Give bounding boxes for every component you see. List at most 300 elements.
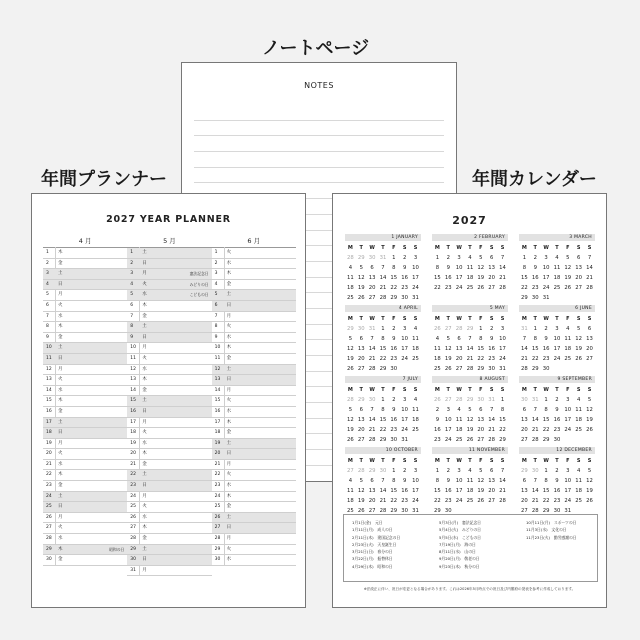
- planner-weekday: 金: [226, 504, 232, 510]
- calendar-day: 15: [379, 417, 387, 423]
- calendar-day: 16: [434, 427, 441, 433]
- calendar-day: 2: [446, 255, 450, 261]
- calendar-day: 20: [575, 275, 583, 281]
- planner-day-row: [43, 502, 127, 513]
- calendar-day: 6: [359, 407, 363, 413]
- planner-weekday: 木: [142, 525, 147, 531]
- planner-day-number: 30: [46, 557, 52, 563]
- planner-weekday: 土: [58, 345, 63, 351]
- planner-weekday: 土: [226, 440, 232, 446]
- calendar-day: 29: [434, 508, 441, 514]
- planner-day-number: 20: [130, 451, 137, 457]
- calendar-day: 8: [533, 336, 537, 342]
- calendar-day: 7: [381, 478, 385, 484]
- planner-day-number: 14: [46, 387, 52, 393]
- planner-weekday: 水: [58, 461, 63, 467]
- calendar-month: [345, 234, 421, 303]
- calendar-weekday-header: W: [543, 245, 549, 251]
- holiday-entry: 10月11日(月) スポーツの日: [526, 520, 577, 525]
- calendar-day: 9: [435, 417, 440, 423]
- planner-weekday: 日: [58, 430, 63, 436]
- calendar-day: 7: [370, 336, 374, 342]
- planner-day-row: [43, 428, 127, 439]
- calendar-day: 16: [488, 346, 496, 352]
- planner-day-number: 28: [130, 536, 137, 542]
- planner-day-number: 24: [46, 493, 52, 499]
- calendar-weekday-header: M: [434, 458, 440, 464]
- planner-weekday: 木: [226, 271, 232, 277]
- planner-weekday: 日: [58, 504, 63, 510]
- planner-day-number: 5: [130, 292, 134, 298]
- calendar-day: 7: [468, 336, 472, 342]
- calendar-day: 30: [379, 468, 387, 474]
- calendar-day: 28: [368, 366, 376, 372]
- calendar-day: 22: [390, 285, 398, 291]
- planner-day-row: [127, 555, 211, 566]
- calendar-day: 1: [392, 468, 396, 474]
- calendar-day: 22: [390, 498, 398, 504]
- calendar-day: 28: [455, 397, 463, 403]
- calendar-day: 28: [455, 326, 463, 332]
- calendar-day: 13: [521, 488, 528, 494]
- planner-weekday: 火: [142, 430, 147, 436]
- calendar-day: 6: [370, 265, 374, 271]
- planner-weekday: 金: [142, 536, 147, 542]
- calendar-day: 9: [555, 407, 559, 413]
- planner-weekday: 火: [58, 451, 63, 457]
- calendar-day: 21: [368, 356, 376, 362]
- planner-day-row: [212, 312, 296, 323]
- calendar-day: 20: [488, 275, 496, 281]
- holiday-entry: 1月1日(金) 元日: [352, 520, 383, 525]
- calendar-month-name: 5 MAY: [432, 305, 508, 312]
- calendar-day: 15: [542, 417, 550, 423]
- calendar-day: 15: [390, 488, 398, 494]
- calendar-day: 7: [381, 265, 385, 271]
- calendar-day: 4: [555, 255, 559, 261]
- calendar-day: 8: [392, 478, 396, 484]
- planner-day-number: 4: [46, 281, 49, 287]
- calendar-day: 17: [542, 275, 550, 281]
- calendar-day: 8: [435, 265, 440, 271]
- planner-day-number: 11: [46, 355, 52, 361]
- calendar-weekday-header: S: [402, 316, 407, 322]
- calendar-day: 26: [347, 366, 354, 372]
- calendar-day: 11: [434, 346, 441, 352]
- calendar-day: 19: [575, 346, 583, 352]
- calendar-weekday-header: S: [576, 245, 581, 251]
- planner-day-row: [212, 523, 296, 534]
- planner-day-number: 22: [214, 472, 221, 478]
- calendar-day: 18: [564, 346, 572, 352]
- calendar-weekday-header: T: [555, 458, 559, 464]
- planner-day-row: [212, 534, 296, 545]
- calendar-day: 11: [553, 265, 561, 271]
- calendar-day: 9: [392, 407, 396, 413]
- planner-weekday: 土: [58, 493, 63, 499]
- calendar-day: 17: [444, 427, 452, 433]
- planner-day-number: 7: [46, 313, 49, 319]
- calendar-day: 17: [553, 346, 561, 352]
- calendar-day: 29: [390, 295, 398, 301]
- calendar-weekday-header: F: [392, 245, 396, 251]
- planner-day-number: 21: [46, 461, 52, 467]
- calendar-weekday-header: W: [456, 387, 462, 393]
- planner-month-header: 6 月: [212, 236, 296, 248]
- calendar-day: 13: [521, 417, 528, 423]
- calendar-day: 3: [446, 407, 450, 413]
- planner-day-row: [43, 460, 127, 471]
- calendar-day: 12: [357, 275, 365, 281]
- calendar-day: 1: [522, 255, 527, 261]
- calendar-day: 18: [412, 417, 419, 423]
- calendar-month-name: 11 NOVEMBER: [432, 447, 508, 454]
- calendar-day: 30: [477, 397, 485, 403]
- calendar-day: 29: [390, 508, 398, 514]
- calendar-weekday-header: S: [587, 458, 592, 464]
- planner-day-row: [43, 418, 127, 429]
- planner-day-row: [43, 555, 127, 566]
- calendar-day: 22: [477, 356, 485, 362]
- planner-weekday: 木: [226, 419, 232, 425]
- calendar-title: 2027: [452, 214, 487, 227]
- holiday-entry: 2月23日(火) 天皇誕生日: [352, 541, 397, 547]
- calendar-day: 31: [499, 366, 506, 372]
- calendar-day: 3: [555, 326, 559, 332]
- planner-day-row: [43, 333, 127, 344]
- planner-day-row: [212, 545, 296, 556]
- calendar-weekday-header: T: [381, 245, 385, 251]
- calendar-day: 4: [566, 326, 570, 332]
- calendar-day: 30: [531, 295, 539, 301]
- planner-day-number: 19: [214, 440, 221, 446]
- calendar-day: 25: [466, 498, 474, 504]
- calendar-weekday-header: T: [446, 387, 450, 393]
- calendar-day: 21: [521, 356, 528, 362]
- calendar-day: 6: [522, 478, 527, 484]
- calendar-day: 24: [564, 427, 572, 433]
- calendar-day: 8: [479, 336, 483, 342]
- calendar-day: 7: [500, 255, 505, 261]
- planner-day-number: 12: [130, 366, 137, 372]
- planner-day-number: 30: [130, 557, 137, 563]
- calendar-day: 19: [477, 488, 485, 494]
- calendar-day: 30: [390, 366, 398, 372]
- planner-weekday: 水: [226, 557, 232, 563]
- note-line: [194, 121, 444, 137]
- calendar-day: 7: [522, 336, 527, 342]
- calendar-weekday-header: S: [413, 387, 418, 393]
- calendar-weekday-header: S: [576, 387, 581, 393]
- calendar-weekday-header: S: [413, 458, 418, 464]
- planner-month-header: 5 月: [127, 236, 211, 248]
- calendar-day: 15: [477, 346, 485, 352]
- calendar-month: [519, 447, 595, 516]
- calendar-day: 2: [435, 407, 440, 413]
- planner-day-row: [212, 428, 296, 439]
- calendar-weekday-header: S: [587, 245, 592, 251]
- calendar-day: 31: [401, 437, 409, 443]
- planner-day-number: 22: [46, 472, 52, 478]
- calendar-month-grid: [345, 385, 421, 445]
- calendar-day: 3: [544, 255, 548, 261]
- calendar-day: 2: [392, 326, 396, 332]
- planner-day-row: [212, 280, 296, 291]
- calendar-day: 3: [402, 397, 407, 403]
- calendar-weekday-header: T: [533, 458, 537, 464]
- calendar-weekday-header: W: [369, 387, 375, 393]
- planner-day-row: [43, 449, 127, 460]
- calendar-day: 5: [468, 407, 472, 413]
- calendar-day: 24: [542, 285, 550, 291]
- planner-day-row: [43, 343, 127, 354]
- calendar-day: 24: [412, 285, 419, 291]
- planner-weekday: 金: [226, 430, 232, 436]
- holiday-entry: 11月3日(水) 文化の日: [526, 527, 567, 533]
- planner-weekday: 月: [142, 493, 147, 499]
- planner-day-row: [127, 269, 211, 280]
- calendar-day: 8: [381, 336, 385, 342]
- calendar-day: 1: [533, 326, 537, 332]
- note-line: [194, 136, 444, 152]
- calendar-day: 7: [533, 478, 537, 484]
- planner-day-row: [127, 523, 211, 534]
- calendar-day: 28: [531, 508, 539, 514]
- calendar-day: 13: [477, 417, 485, 423]
- planner-weekday: 土: [142, 324, 147, 330]
- calendar-weekday-header: M: [434, 245, 440, 251]
- calendar-day: 22: [379, 356, 387, 362]
- calendar-day: 28: [368, 437, 376, 443]
- calendar-day: 16: [390, 346, 398, 352]
- calendar-day: 20: [368, 498, 376, 504]
- planner-day-number: 6: [214, 302, 218, 308]
- calendar-day: 30: [444, 508, 452, 514]
- planner-day-number: 19: [130, 440, 137, 446]
- planner-day-row: [212, 502, 296, 513]
- calendar-day: 4: [348, 478, 353, 484]
- calendar-day: 19: [586, 417, 593, 423]
- planner-day-number: 26: [46, 514, 52, 520]
- planner-day-row: [127, 566, 211, 577]
- planner-weekday: 水: [142, 366, 147, 372]
- calendar-day: 27: [521, 437, 528, 443]
- calendar-day: 12: [444, 346, 452, 352]
- calendar-month: [519, 234, 595, 303]
- calendar-weekday-header: S: [500, 316, 505, 322]
- calendar-weekday-header: F: [566, 458, 570, 464]
- planner-day-number: 27: [130, 525, 137, 531]
- planner-day-row: [127, 322, 211, 333]
- calendar-weekday-header: S: [587, 387, 592, 393]
- holiday-entry: 8月11日(水) 山の日: [439, 549, 476, 555]
- planner-weekday: 水: [58, 536, 63, 542]
- planner-day-number: 31: [130, 567, 137, 573]
- calendar-day: 5: [576, 326, 581, 332]
- calendar-day: 20: [357, 356, 365, 362]
- calendar-weekday-header: S: [413, 245, 418, 251]
- planner-weekday: 金: [226, 281, 232, 287]
- planner-weekday: 金: [226, 355, 232, 361]
- planner-weekday: 火: [226, 250, 232, 255]
- holiday-entry: 3月22日(月) 振替休日: [352, 556, 393, 562]
- planner-day-number: 8: [130, 324, 134, 330]
- calendar-day: 31: [531, 397, 539, 403]
- holiday-entry: 5月4日(火) みどりの日: [439, 527, 481, 533]
- planner-day-number: 1: [214, 250, 218, 255]
- planner-day-row: [212, 418, 296, 429]
- planner-weekday: 木: [142, 302, 147, 308]
- calendar-weekday-header: S: [500, 458, 505, 464]
- planner-weekday: 金: [58, 260, 63, 266]
- calendar-day: 7: [587, 255, 592, 261]
- calendar-month-name: 8 AUGUST: [432, 376, 508, 383]
- calendar-day: 17: [455, 275, 463, 281]
- calendar-month-name: 3 MARCH: [519, 234, 595, 241]
- calendar-day: 12: [477, 265, 485, 271]
- calendar-day: 4: [348, 265, 353, 271]
- calendar-month-grid: [345, 456, 421, 516]
- calendar-day: 28: [531, 437, 539, 443]
- calendar-day: 15: [521, 275, 528, 281]
- calendar-day: 19: [357, 498, 365, 504]
- calendar-weekday-header: W: [369, 245, 375, 251]
- planner-day-number: 1: [46, 250, 49, 255]
- calendar-weekday-header: S: [413, 316, 418, 322]
- planner-day-row: [43, 301, 127, 312]
- calendar-day: 22: [542, 427, 550, 433]
- calendar-day: 6: [489, 255, 494, 261]
- calendar-day: 13: [488, 265, 496, 271]
- calendar-day: 16: [444, 488, 452, 494]
- planner-weekday: 水: [58, 313, 63, 319]
- planner-day-row: [43, 354, 127, 365]
- calendar-day: 18: [466, 275, 474, 281]
- planner-month-column: [43, 236, 127, 566]
- planner-day-number: 10: [214, 345, 221, 351]
- planner-weekday: 木: [58, 472, 63, 478]
- calendar-day: 27: [444, 397, 452, 403]
- calendar-weekday-header: T: [359, 245, 363, 251]
- calendar-day: 12: [586, 407, 593, 413]
- planner-day-number: 13: [46, 377, 52, 383]
- calendar-day: 29: [521, 295, 528, 301]
- calendar-day: 15: [434, 488, 441, 494]
- calendar-day: 19: [347, 427, 354, 433]
- planner-weekday: 木: [142, 377, 147, 383]
- calendar-day: 13: [488, 478, 496, 484]
- calendar-day: 7: [370, 407, 374, 413]
- calendar-day: 11: [466, 478, 474, 484]
- calendar-day: 20: [477, 427, 485, 433]
- calendar-day: 27: [357, 437, 365, 443]
- planner-day-number: 3: [130, 271, 134, 277]
- calendar-day: 25: [347, 508, 354, 514]
- calendar-day: 16: [531, 275, 539, 281]
- year-calendar-page: [332, 193, 607, 608]
- calendar-month-name: 2 FEBRUARY: [432, 234, 508, 241]
- calendar-day: 23: [390, 427, 398, 433]
- calendar-weekday-header: T: [359, 316, 363, 322]
- planner-day-row: [212, 481, 296, 492]
- planner-day-row: [127, 301, 211, 312]
- calendar-day: 30: [553, 508, 561, 514]
- calendar-day: 15: [499, 417, 506, 423]
- calendar-day: 31: [488, 397, 496, 403]
- calendar-day: 21: [379, 498, 387, 504]
- planner-weekday: 水: [142, 292, 147, 298]
- planner-day-row: [127, 481, 211, 492]
- planner-day-number: 16: [46, 408, 52, 414]
- calendar-day: 27: [368, 508, 376, 514]
- calendar-day: 13: [357, 417, 365, 423]
- planner-day-row: [212, 449, 296, 460]
- planner-day-number: 2: [130, 260, 134, 266]
- planner-day-number: 5: [46, 292, 49, 298]
- calendar-weekday-header: W: [456, 245, 462, 251]
- calendar-day: 29: [379, 437, 387, 443]
- calendar-day: 22: [531, 356, 539, 362]
- planner-day-row: [127, 396, 211, 407]
- calendar-day: 26: [586, 498, 593, 504]
- planner-day-row: [212, 513, 296, 524]
- planner-day-row: [43, 386, 127, 397]
- calendar-month-name: 10 OCTOBER: [345, 447, 421, 454]
- calendar-day: 6: [587, 326, 592, 332]
- calendar-day: 14: [531, 488, 539, 494]
- calendar-day: 21: [586, 275, 593, 281]
- planner-holiday-name: こどもの日: [189, 292, 209, 298]
- calendar-day: 18: [455, 427, 463, 433]
- calendar-day: 13: [368, 275, 376, 281]
- calendar-day: 10: [444, 417, 452, 423]
- planner-day-row: [212, 354, 296, 365]
- planner-weekday: 水: [226, 483, 232, 489]
- planner-weekday: 水: [142, 440, 147, 446]
- planner-day-number: 2: [46, 260, 49, 266]
- calendar-day: 29: [347, 326, 354, 332]
- planner-holiday-name: 昭和の日: [109, 546, 125, 552]
- planner-day-row: [43, 481, 127, 492]
- calendar-day: 26: [466, 437, 474, 443]
- calendar-day: 4: [468, 255, 472, 261]
- calendar-day: 23: [444, 285, 452, 291]
- planner-weekday: 日: [142, 260, 147, 266]
- planner-day-number: 13: [130, 377, 137, 383]
- calendar-day: 5: [348, 336, 353, 342]
- calendar-weekday-header: S: [402, 245, 407, 251]
- calendar-day: 31: [542, 295, 550, 301]
- calendar-day: 30: [368, 397, 376, 403]
- planner-day-row: [212, 492, 296, 503]
- planner-day-number: 15: [130, 398, 137, 404]
- planner-day-row: [212, 290, 296, 301]
- planner-day-row: [127, 545, 211, 556]
- planner-weekday: 水: [226, 334, 232, 340]
- planner-weekday: 日: [142, 557, 147, 563]
- planner-day-number: 9: [214, 334, 218, 340]
- planner-day-number: 2: [214, 260, 218, 266]
- planner-day-number: 5: [214, 292, 218, 298]
- calendar-day: 14: [499, 265, 506, 271]
- calendar-day: 17: [412, 488, 419, 494]
- planner-weekday: 土: [226, 514, 232, 520]
- planner-day-number: 18: [214, 430, 221, 436]
- calendar-day: 22: [521, 285, 528, 291]
- planner-day-row: [127, 460, 211, 471]
- planner-weekday: 土: [142, 546, 147, 552]
- calendar-day: 12: [477, 478, 485, 484]
